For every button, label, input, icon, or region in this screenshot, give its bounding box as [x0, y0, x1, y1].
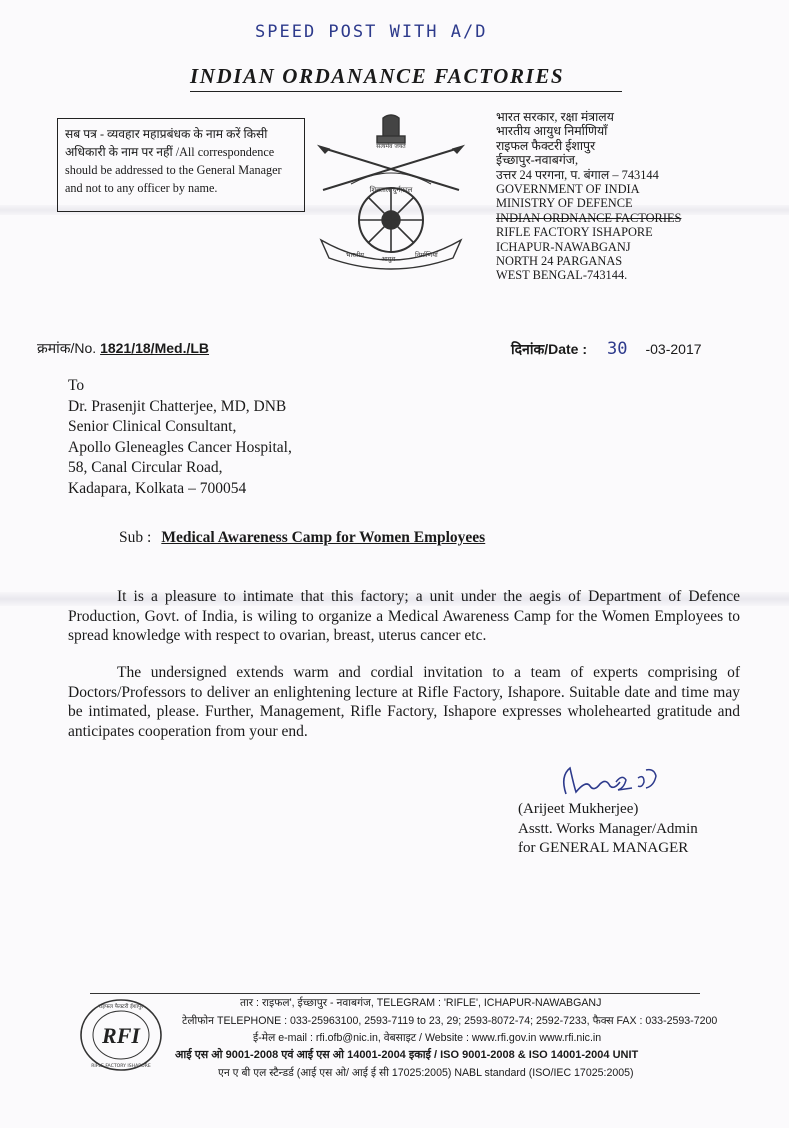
reference-number: 1821/18/Med./LB	[100, 340, 210, 356]
date-row	[511, 339, 702, 359]
subject-label: Sub :	[119, 529, 152, 546]
recipient-line: Apollo Gleneagles Cancer Hospital,	[68, 438, 292, 456]
footer-nabl-line: एन ए बी एल स्टैन्डर्ड (आई एस ओ/ आई ई सी 17025:2005) NABL standard (ISO/IEC 17025:2005)	[218, 1067, 634, 1079]
rfi-logo	[78, 997, 164, 1073]
recipient-line: 58, Canal Circular Road,	[68, 459, 223, 476]
reference-number-row	[37, 339, 209, 358]
emblem-scroll-text: आयुध	[381, 255, 396, 263]
address-line: WEST BENGAL-743144.	[496, 268, 628, 283]
organization-title: INDIAN ORDANANCE FACTORIES	[190, 64, 565, 88]
address-line: GOVERNMENT OF INDIA	[496, 182, 640, 197]
ordnance-factory-emblem	[311, 108, 471, 273]
signatory-name: (Arijeet Mukherjee)	[518, 801, 639, 817]
address-line: ICHAPUR-NAWABGANJ	[496, 239, 631, 254]
recipient-line: To	[68, 377, 85, 394]
date-label: दिनांक/Date :	[511, 341, 587, 357]
title-underline	[190, 91, 622, 92]
signatory-block	[518, 800, 698, 859]
emblem-scroll-text: भारतीय	[346, 251, 365, 259]
body-paragraph-1: It is a pleasure to intimate that this factory; a unit under the aegis of Department of Defence Production, Govt. of India, is wiling to organize a Medical Awareness Camp for the Women Employees to spread knowledge with respect to ovarian, breast, uterus cancer etc.	[68, 588, 740, 644]
address-line: RIFLE FACTORY ISHAPORE	[496, 225, 653, 240]
signatory-for-line: for GENERAL MANAGER	[518, 840, 689, 856]
footer-email-website-line: ई-मेल e-mail : rfi.ofb@nic.in, वेबसाइट / Website : www.rfi.gov.in www.rfi.nic.in	[253, 1032, 602, 1044]
factory-address-block	[496, 110, 681, 283]
address-line: NORTH 24 PARGANAS	[496, 254, 623, 269]
subject-text: Medical Awareness Camp for Women Employees	[161, 529, 486, 546]
reference-label: क्रमांक/No.	[37, 340, 97, 356]
address-line: भारतीय आयुध निर्माणियाँ	[496, 124, 608, 139]
date-month-year: -03-2017	[645, 341, 702, 357]
recipient-line: Kadapara, Kolkata – 700054	[68, 479, 247, 497]
emblem-motto: सत्यमेव जयते	[376, 143, 406, 150]
footer-telegram-line: तार : राइफल', ईच्छापुर - नवाबगंज, TELEGRAM : 'RIFLE', ICHAPUR-NAWABGANJ	[240, 997, 602, 1009]
address-line: भारत सरकार, रक्षा मंत्रालय	[496, 110, 614, 124]
logo-bottom-text: RIFLE FACTORY ISHAPORE	[91, 1064, 151, 1069]
signatory-designation: Asstt. Works Manager/Admin	[518, 820, 698, 837]
address-line: INDIAN ORDNANCE FACTORIES	[496, 210, 682, 225]
handwritten-date-day: 30	[607, 339, 628, 359]
emblem-ring-text: शिवताल दुर्गफ़ाल	[369, 186, 413, 194]
handwritten-speed-post-note: SPEED POST WITH A/D	[255, 22, 488, 42]
lion-capital-icon	[383, 115, 399, 138]
logo-initials: RFI	[102, 1023, 140, 1048]
subject-line	[119, 529, 485, 547]
footer-telephone-line: टेलीफोन TELEPHONE : 033-25963100, 2593-7119 to 23, 29; 2593-8072-74; 2592-7233, फैक्स FAX : 033-2593-7200	[182, 1015, 718, 1027]
body-paragraph-2: The undersigned extends warm and cordial invitation to a team of experts comprising of Doctors/Professors to deliver an enlightening lecture at Rifle Factory, Ishapore. Suitable date and time may be intimated, please. Further, Management, Rifle Factory, Ishapore expresses wholehearted gratitude and anticipates cooperation from your end.	[68, 664, 740, 740]
recipient-line: Dr. Prasenjit Chatterjee, MD, DNB	[68, 397, 287, 415]
recipient-line: Senior Clinical Consultant,	[68, 418, 237, 435]
address-line: ईच्छापुर-नवाबगंज,	[496, 153, 579, 168]
footer-divider	[90, 993, 700, 994]
correspondence-notice-text: सब पत्र - व्यवहार महाप्रबंधक के नाम करें किसी अधिकारी के नाम पर नहीं /All correspondence should be addressed to the General Manager and not to any officer by name.	[65, 127, 282, 195]
recipient-address	[68, 376, 292, 499]
footer-iso-line: आई एस ओ 9001-2008 एवं आई एस ओ 14001-2004 इकाई / ISO 9001-2008 & ISO 14001-2004 UNIT	[175, 1049, 639, 1061]
address-line: MINISTRY OF DEFENCE	[496, 196, 633, 211]
address-line: राइफल फैक्टरी ईशापुर	[496, 138, 596, 153]
address-line: उत्तर 24 परगना, प. बंगाल – 743144	[496, 167, 659, 182]
logo-ring-text: राइफल फैक्टरी ईशापुर	[98, 1004, 144, 1010]
emblem-scroll-text: निर्माणियाँ	[415, 251, 438, 259]
correspondence-notice-box	[57, 118, 305, 212]
